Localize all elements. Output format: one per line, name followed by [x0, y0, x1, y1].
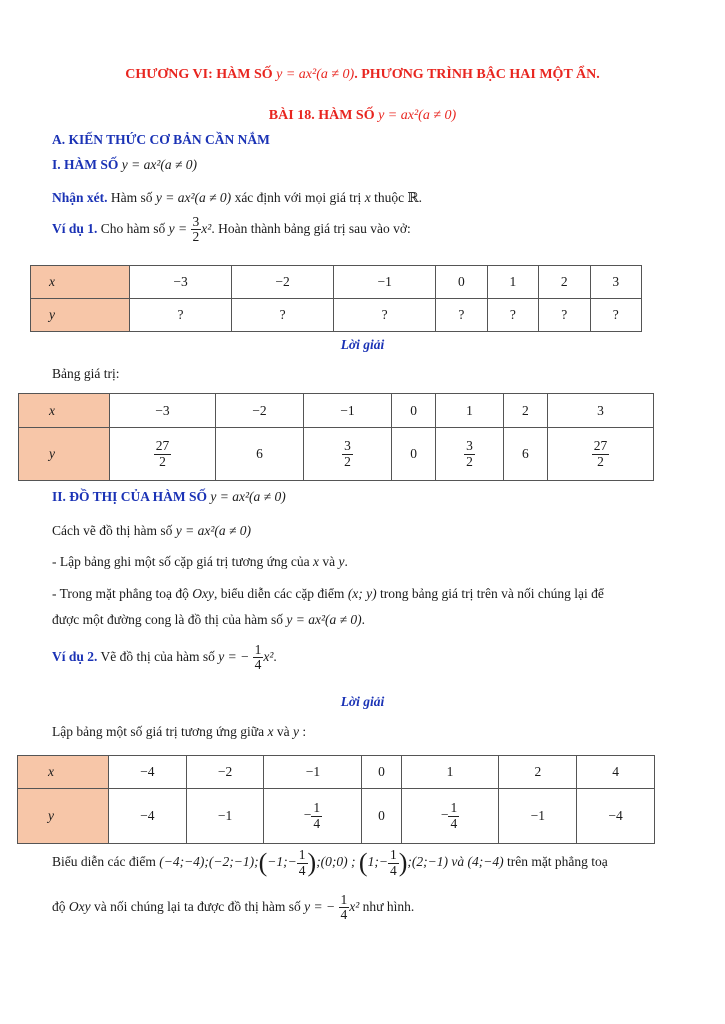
table-cell: −2 — [186, 756, 264, 789]
table-cell: −4 — [109, 756, 187, 789]
table-cell: 0 — [436, 266, 487, 299]
table-cell: −1 — [334, 266, 436, 299]
lesson-title: BÀI 18. HÀM SỐ y = ax²(a ≠ 0) — [268, 108, 457, 123]
table-cell: −2 — [215, 394, 303, 428]
x-label: x — [19, 394, 110, 428]
table-cell: $\frac{3}{2}$ — [303, 428, 391, 481]
table-cell: 0 — [391, 394, 435, 428]
table-cell: −3 — [130, 266, 232, 299]
solution2-intro: Lập bảng một số giá trị tương ứng giữa x và y : — [52, 724, 307, 739]
points-line: Biểu diễn các điểm (−4;−4);(−2;−1);(−1;− $\frac{1}{4}$ );(0;0) ; (1;− $\frac{1}{4}$ );(2;−1) và (4;−4) trên mặt phẳng toạ — [52, 847, 608, 878]
table-row — [19, 394, 654, 428]
example2-table — [17, 755, 655, 844]
table-cell: 1 — [487, 266, 538, 299]
table-row — [18, 756, 655, 789]
table-cell: $\frac{3}{2}$ — [436, 428, 503, 481]
section-b-heading: II. ĐỒ THỊ CỦA HÀM SỐ y = ax²(a ≠ 0) — [52, 489, 286, 504]
table-cell: ? — [436, 299, 487, 332]
table-cell: −2 — [232, 266, 334, 299]
final-line: độ Oxy và nối chúng lại ta được đồ thị hàm số y = − $\frac{1}{4}$ x² như hình. — [52, 892, 415, 923]
table-cell: −1 — [186, 789, 264, 844]
example1-statement: Ví dụ 1. Cho hàm số y = $\frac{3}{2}$ x². Hoàn thành bảng giá trị sau vào vở: — [52, 214, 411, 245]
table-cell: −1 — [303, 394, 391, 428]
table-cell: ? — [487, 299, 538, 332]
x-label: x — [31, 266, 130, 299]
table-row — [19, 428, 654, 481]
table-row — [31, 266, 642, 299]
table-cell: −3 — [110, 394, 216, 428]
table-cell: 2 — [499, 756, 577, 789]
table-cell: $\frac{27}{2}$ — [548, 428, 654, 481]
table-cell: 2 — [539, 266, 590, 299]
table-cell: ? — [232, 299, 334, 332]
table-cell: −1 — [264, 756, 362, 789]
y-label: y — [19, 428, 110, 481]
table-cell: 0 — [362, 756, 401, 789]
step2-line1: - Trong mặt phẳng toạ độ Oxy, biểu diễn các cặp điểm (x; y) trong bảng giá trị trên và nối chúng lại để — [52, 586, 604, 601]
table-cell: 0 — [362, 789, 401, 844]
table-cell: − $\frac{1}{4}$ — [264, 789, 362, 844]
table-cell: 2 — [503, 394, 547, 428]
table-cell: ? — [130, 299, 232, 332]
table-cell: ? — [334, 299, 436, 332]
step1: - Lập bảng ghi một số cặp giá trị tương ứng của x và y. — [52, 554, 348, 569]
table-cell: 3 — [590, 266, 642, 299]
x-label: x — [18, 756, 109, 789]
solution2-title: Lời giải — [340, 694, 385, 709]
table-cell: $\frac{27}{2}$ — [110, 428, 216, 481]
table-cell: ? — [539, 299, 590, 332]
solution1-intro: Bảng giá trị: — [52, 366, 120, 381]
table-cell: 6 — [503, 428, 547, 481]
table-cell: −4 — [577, 789, 655, 844]
sub1-heading: I. HÀM SỐ y = ax²(a ≠ 0) — [52, 157, 198, 172]
table-row — [18, 789, 655, 844]
solution1-title: Lời giải — [340, 337, 385, 352]
table-cell: −1 — [499, 789, 577, 844]
method-text: Cách vẽ đồ thị hàm số y = ax²(a ≠ 0) — [52, 523, 252, 538]
table-cell: 3 — [548, 394, 654, 428]
example1-answer-table — [18, 393, 654, 481]
table-cell: 0 — [391, 428, 435, 481]
example2-statement: Ví dụ 2. Vẽ đồ thị của hàm số y = − $\frac{1}{4}$ x². — [52, 642, 277, 673]
table-cell: 1 — [401, 756, 499, 789]
table-cell: 4 — [577, 756, 655, 789]
table-cell: ? — [590, 299, 642, 332]
y-label: y — [31, 299, 130, 332]
table-cell: − $\frac{1}{4}$ — [401, 789, 499, 844]
table-row — [31, 299, 642, 332]
table-cell: −4 — [109, 789, 187, 844]
remark: Nhận xét. Hàm số y = ax²(a ≠ 0) xác định với mọi giá trị x thuộc ℝ. — [52, 190, 423, 205]
y-label: y — [18, 789, 109, 844]
example1-table — [30, 265, 642, 332]
table-cell: 6 — [215, 428, 303, 481]
table-cell: 1 — [436, 394, 503, 428]
section-a-heading: A. KIẾN THỨC CƠ BẢN CẦN NẮM — [52, 132, 270, 147]
chapter-title: CHƯƠNG VI: HÀM SỐ y = ax²(a ≠ 0). PHƯƠNG TRÌNH BẬC HAI MỘT ẨN. — [125, 67, 600, 82]
step2-line2: được một đường cong là đồ thị của hàm số y = ax²(a ≠ 0). — [52, 612, 366, 627]
